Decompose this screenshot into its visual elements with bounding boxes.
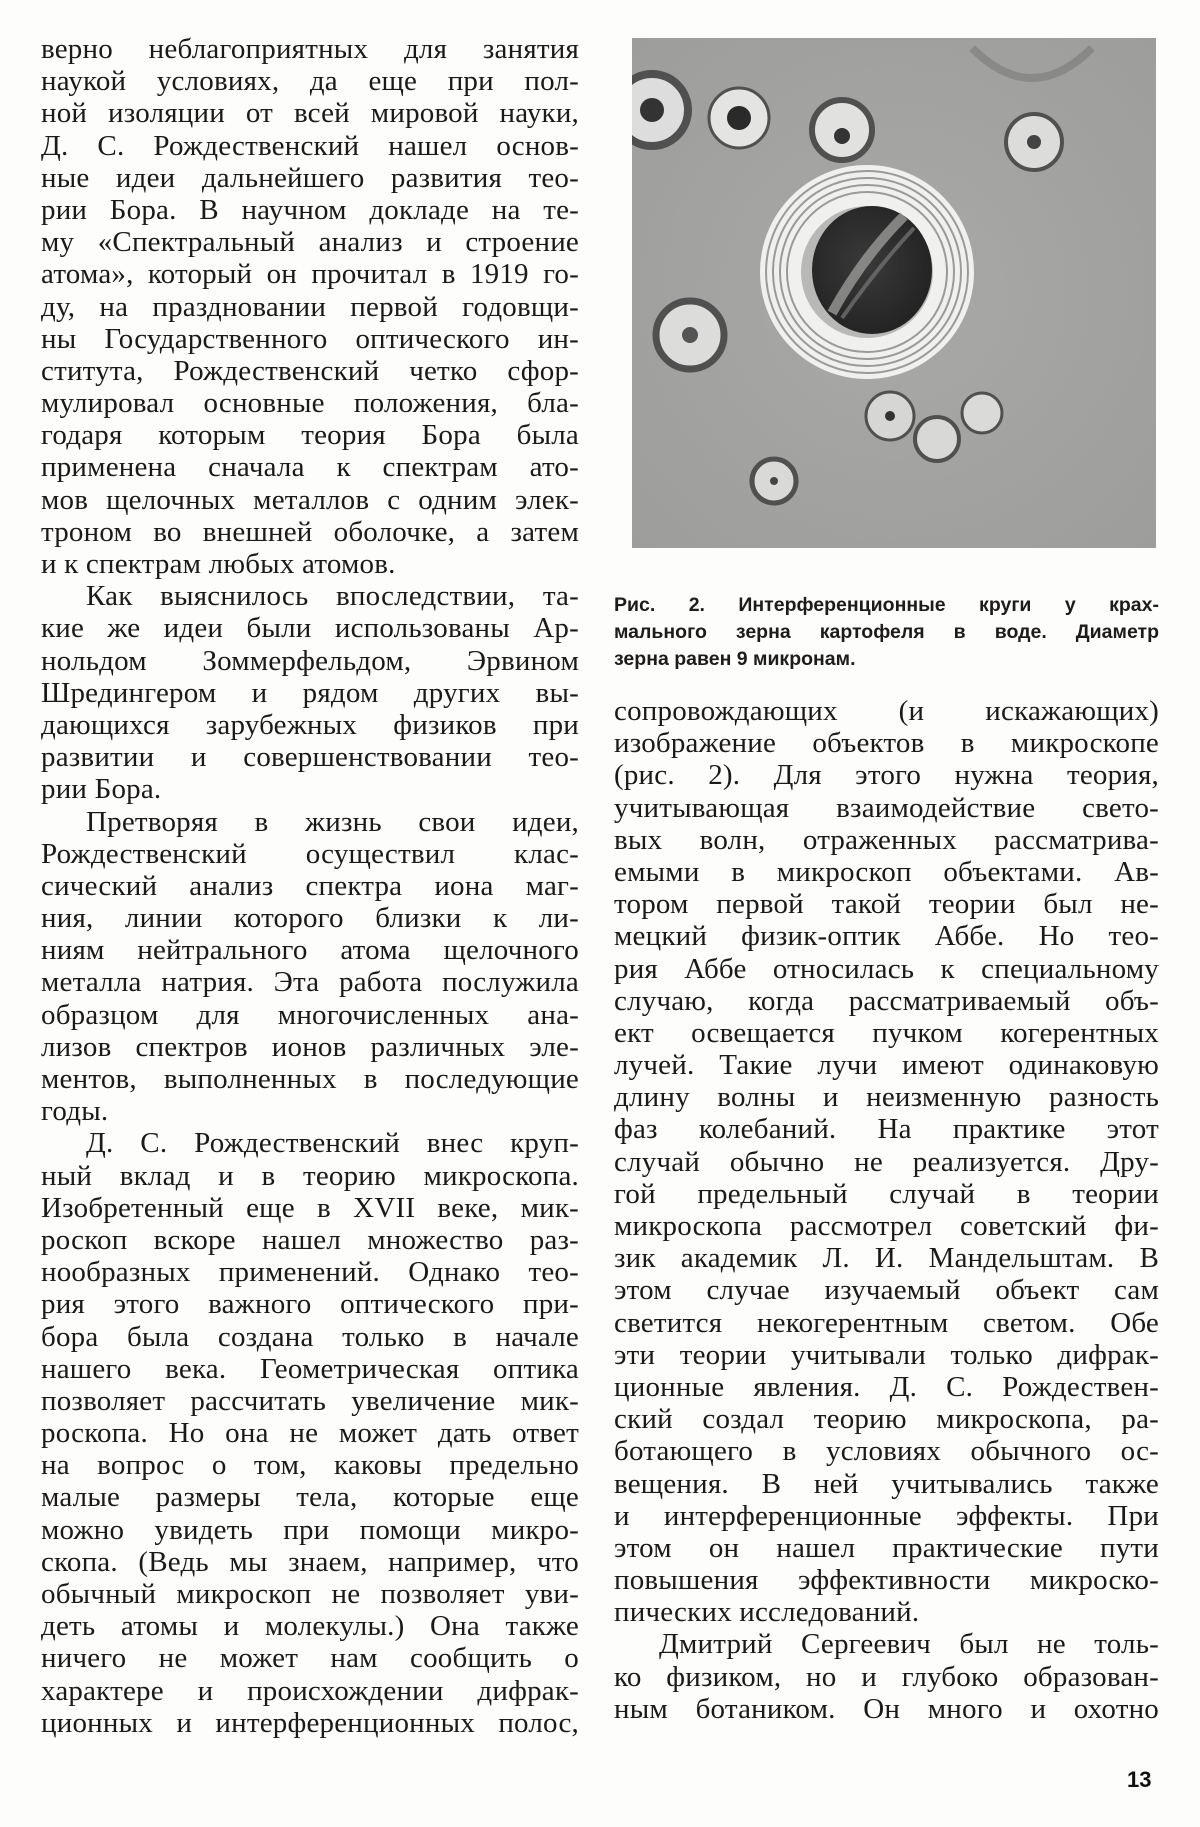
text-line: ниям нейтрального атома щелочного: [41, 934, 579, 967]
text-line: ботающего в условиях обычного ос-: [614, 1435, 1159, 1468]
text-line: ект освещается пучком когерентных: [614, 1016, 1159, 1049]
text-line: сический анализ спектра иона маг-: [41, 869, 579, 902]
text-line: ны Государственного оптического ин-: [41, 322, 579, 355]
paragraph-start-line: Претворяя в жизнь свои идеи,: [86, 805, 579, 838]
text-line: ный вклад и в теорию микроскопа.: [41, 1159, 579, 1192]
text-line: лизов спектров ионов различных эле-: [41, 1030, 579, 1063]
text-line: ные идеи дальнейшего развития тео-: [41, 161, 579, 194]
text-line: скопа. (Ведь мы знаем, например, что: [41, 1545, 579, 1578]
text-line: зик академик Л. И. Мандельштам. В: [614, 1242, 1159, 1275]
text-line: рии Бора. В научном докладе на те-: [41, 193, 579, 226]
text-line: ду, на праздновании первой годовщи-: [41, 290, 579, 323]
text-line: деть атомы и молекулы.) Она также: [41, 1610, 579, 1643]
text-line: ным ботаником. Он много и охотно: [614, 1692, 1159, 1725]
caption-line: мального зерна картофеля в воде. Диаметр: [614, 621, 1159, 643]
text-line: и интерференционные эффекты. При: [614, 1499, 1159, 1532]
text-line: кие же идеи были использованы Ар-: [41, 612, 579, 645]
text-line: вещения. В ней учитывались также: [614, 1467, 1159, 1500]
text-line: гой предельный случай в теории: [614, 1177, 1159, 1210]
text-line: характере и происхождении дифрак-: [41, 1674, 579, 1707]
text-line: нообразных применений. Однако тео-: [41, 1256, 579, 1289]
figure-micrograph: [632, 38, 1156, 548]
text-line: (рис. 2). Для этого нужна теория,: [614, 759, 1159, 792]
text-line: годаря которым теория Бора была: [41, 419, 579, 452]
text-line: дающихся зарубежных физиков при: [41, 708, 579, 741]
text-line: верно неблагоприятных для занятия: [41, 33, 579, 65]
text-line: образцом для многочисленных ана-: [41, 998, 579, 1031]
paragraph-end-line: рии Бора.: [41, 773, 162, 806]
text-line: лучей. Такие лучи имеют одинаковую: [614, 1049, 1159, 1082]
text-line: мецкий физик-оптик Аббе. Но тео-: [614, 920, 1159, 953]
text-line: наукой условиях, да еще при пол-: [41, 65, 579, 98]
text-line: микроскопа рассмотрел советский фи-: [614, 1210, 1159, 1242]
paragraph-start-line: Как выяснилось впоследствии, та-: [86, 580, 579, 613]
text-line: повышения эффективности микроско-: [614, 1564, 1159, 1597]
text-line: рия Аббе относилась к специальному: [614, 952, 1159, 985]
paragraph-start-line: Д. С. Рождественский внес круп-: [86, 1127, 579, 1160]
paragraph-start-line: Дмитрий Сергеевич был не толь-: [659, 1628, 1159, 1661]
micrograph-image: [632, 38, 1156, 548]
text-line: ния, линии которого близки к ли-: [41, 902, 579, 935]
text-line: ной изоляции от всей мировой науки,: [41, 97, 579, 130]
text-line: ститута, Рождественский четко сфор-: [41, 354, 579, 387]
text-line: роскоп вскоре нашел множество раз-: [41, 1223, 579, 1256]
text-line: этом он нашел практические пути: [614, 1531, 1159, 1564]
text-line: можно увидеть при помощи микро-: [41, 1513, 579, 1546]
paragraph-end-line: годы.: [41, 1095, 109, 1128]
text-line: сопровождающих (и искажающих): [614, 695, 1159, 727]
text-line: случай обычно не реализуется. Дру-: [614, 1145, 1159, 1178]
text-line: фаз колебаний. На практике этот: [614, 1113, 1159, 1146]
text-line: емыми в микроскоп объектами. Ав-: [614, 855, 1159, 888]
figure-caption: [614, 592, 1159, 673]
text-line: развитии и совершенствовании тео-: [41, 741, 579, 774]
text-line: малые размеры тела, которые еще: [41, 1481, 579, 1514]
text-line: Изобретенный еще в XVII веке, мик-: [41, 1191, 579, 1224]
text-line: Шредингером и рядом других вы-: [41, 676, 579, 709]
text-line: нольдом Зоммерфельдом, Эрвином: [41, 644, 579, 677]
text-line: му «Спектральный анализ и строение: [41, 226, 579, 259]
caption-line: зерна равен 9 микронам.: [614, 648, 856, 670]
page-number: 13: [1127, 1767, 1152, 1792]
text-line: ко физиком, но и глубоко образован-: [614, 1660, 1159, 1693]
paragraph-end-line: пических исследований.: [614, 1596, 920, 1629]
text-line: роскопа. Но она не может дать ответ: [41, 1417, 579, 1450]
interference-rings: [760, 165, 974, 379]
text-line: ментов, выполненных в последующие: [41, 1063, 579, 1095]
text-line: учитывающая взаимодействие свето-: [614, 791, 1159, 824]
text-line: изображение объектов в микроскопе: [614, 727, 1159, 760]
text-line: тором первой такой теории был не-: [614, 888, 1159, 921]
text-line: длину волны и неизменную разность: [614, 1081, 1159, 1114]
text-line: рия этого важного оптического при-: [41, 1288, 579, 1321]
text-line: мов щелочных металлов с одним элек-: [41, 483, 579, 516]
text-line: светится некогерентным светом. Обе: [614, 1306, 1159, 1339]
text-line: эти теории учитывали только дифрак-: [614, 1338, 1159, 1371]
paragraph-end-line: и к спектрам любых атомов.: [41, 548, 396, 580]
text-line: ничего не может нам сообщить о: [41, 1642, 579, 1675]
text-line: металла натрия. Эта работа послужила: [41, 966, 579, 999]
text-line: на вопрос о том, каковы предельно: [41, 1449, 579, 1482]
text-line: бора была создана только в начале: [41, 1320, 579, 1353]
left-column: [41, 33, 579, 1739]
text-line: случаю, когда рассматриваемый объ-: [614, 984, 1159, 1017]
text-line: Рождественский осуществил клас-: [41, 837, 579, 870]
text-line: атома», который он прочитал в 1919 го-: [41, 258, 579, 291]
text-line: ционных и интерференционных полос,: [41, 1706, 579, 1739]
text-line: ский создал теорию микроскопа, ра-: [614, 1403, 1159, 1436]
text-line: мулировал основные положения, бла-: [41, 387, 579, 420]
text-line: Д. С. Рождественский нашел основ-: [41, 129, 579, 162]
text-line: нашего века. Геометрическая оптика: [41, 1352, 579, 1385]
text-line: позволяет рассчитать увеличение мик-: [41, 1384, 579, 1417]
text-line: обычный микроскоп не позволяет уви-: [41, 1578, 579, 1610]
text-line: ционные явления. Д. С. Рождествен-: [614, 1370, 1159, 1403]
text-line: вых волн, отраженных рассматрива-: [614, 823, 1159, 856]
right-column: [614, 695, 1159, 1725]
caption-line: Рис. 2. Интерференционные круги у крах-: [614, 594, 1159, 616]
text-line: троном во внешней оболочке, а затем: [41, 515, 579, 548]
text-line: применена сначала к спектрам ато-: [41, 451, 579, 484]
text-line: этом случае изучаемый объект сам: [614, 1274, 1159, 1307]
